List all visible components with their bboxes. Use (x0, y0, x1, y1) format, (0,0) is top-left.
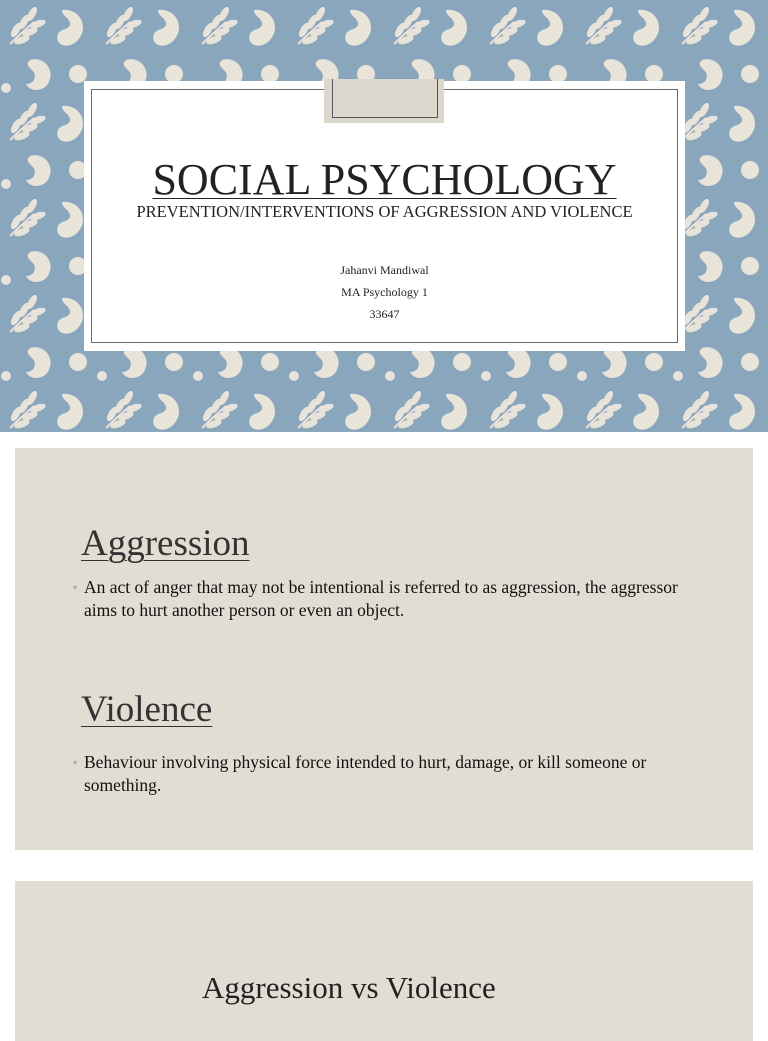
title-slide (0, 0, 768, 432)
title-card (84, 81, 685, 351)
course-name: MA Psychology 1 (341, 285, 428, 299)
violence-heading: Violence (81, 689, 213, 730)
aggression-bullet (73, 576, 703, 622)
definitions-slide (15, 448, 753, 850)
bullet-icon: ◦ (73, 755, 78, 769)
violence-definition: Behaviour involving physical force intended to hurt, damage, or kill someone or something. (84, 752, 647, 795)
author-block (84, 259, 685, 325)
id-number: 33647 (369, 307, 400, 321)
decorative-tab (324, 79, 444, 123)
aggression-definition: An act of anger that may not be intentional is referred to as aggression, the aggressor aims to hurt another person or even an object. (84, 577, 678, 620)
aggression-heading: Aggression (81, 523, 250, 564)
violence-bullet (73, 751, 703, 797)
comparison-title: Aggression vs Violence (202, 970, 496, 1005)
bullet-icon: ◦ (73, 580, 78, 594)
subtitle: PREVENTION/INTERVENTIONS OF AGGRESSION AND VIOLENCE (136, 202, 633, 221)
author-name: Jahanvi Mandiwal (340, 263, 429, 277)
decorative-tab-inner (332, 79, 438, 118)
comparison-slide (15, 881, 753, 1041)
main-title: SOCIAL PSYCHOLOGY (152, 155, 617, 204)
